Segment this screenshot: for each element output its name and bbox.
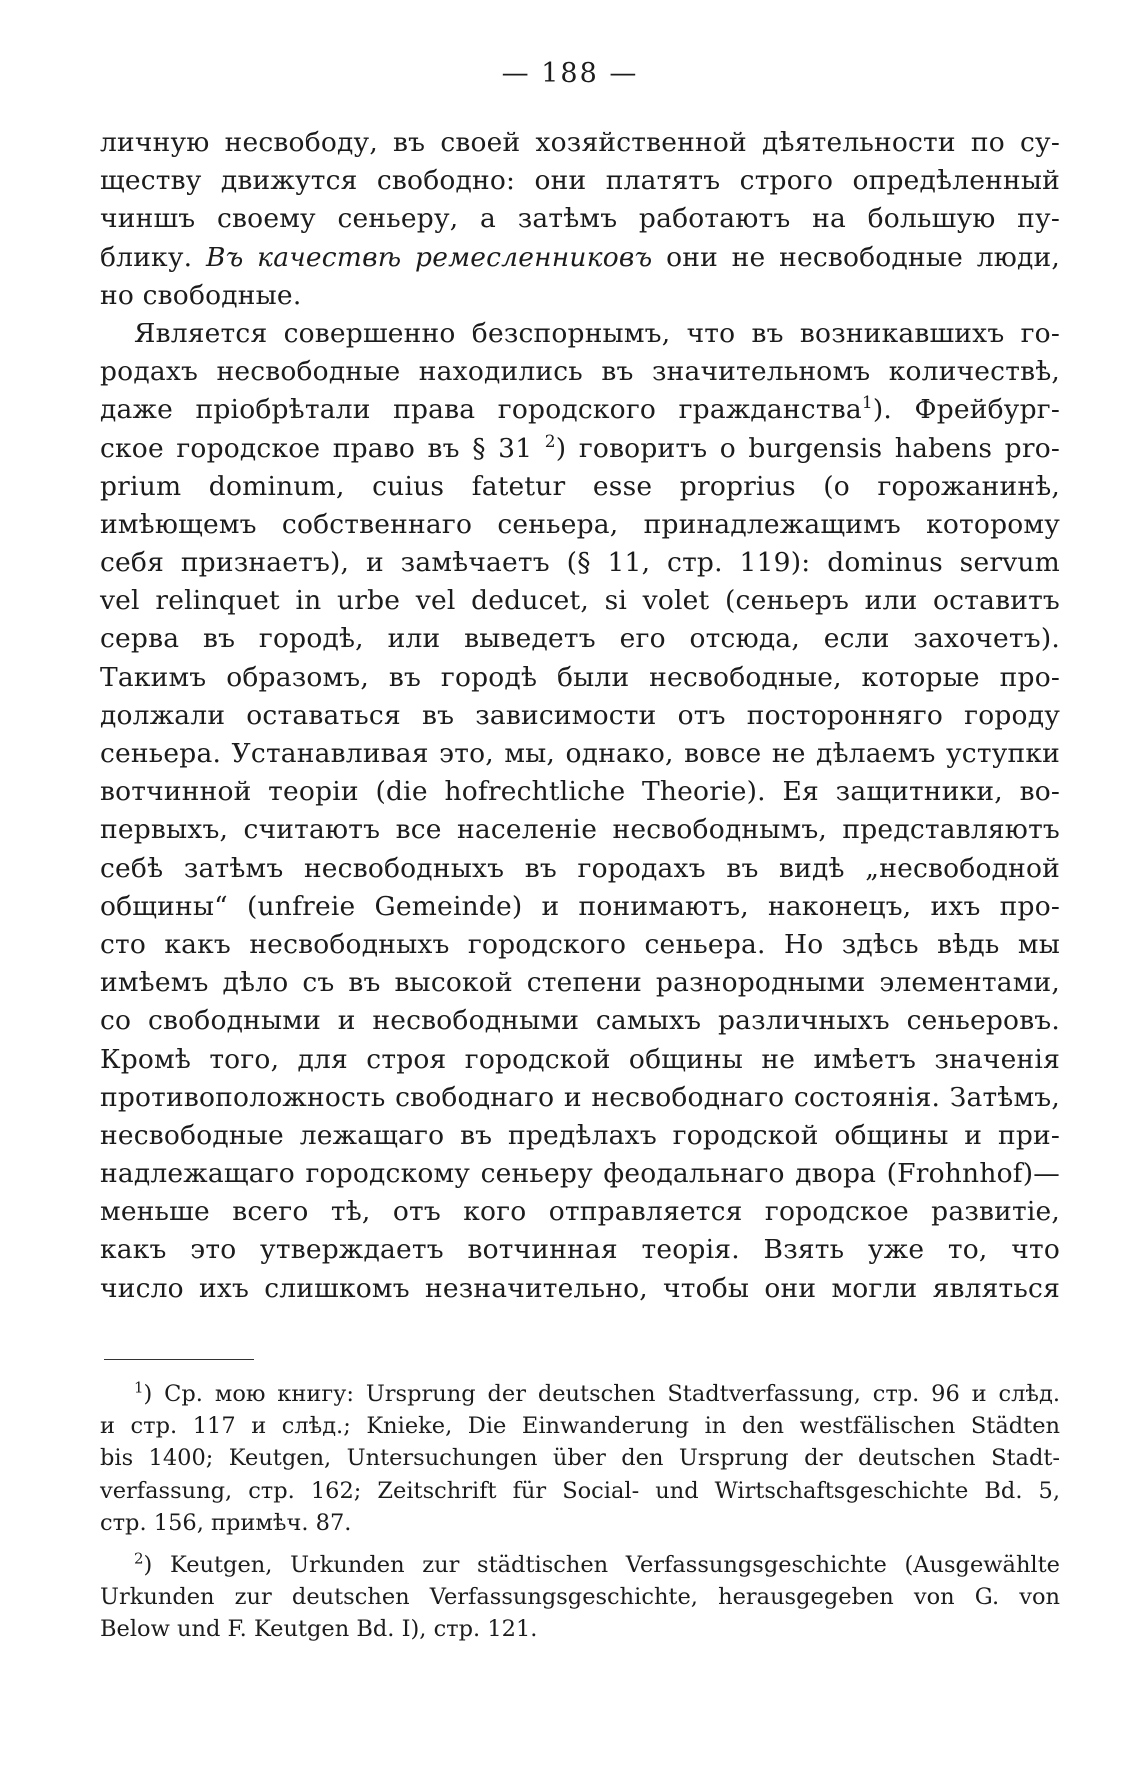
italic-phrase: Въ качествѣ ремесленниковъ	[205, 241, 653, 273]
footnote-line: стр. 156, примѣч. 87.	[100, 1509, 352, 1536]
footnote-2	[100, 1549, 1060, 1581]
footnote-line: Below und F. Keutgen Bd. I), стр. 121.	[100, 1616, 538, 1643]
text-line: должали оставаться въ зависимости отъ посторонняго городу	[100, 699, 1060, 731]
footnote-line: verfassung, стр. 162; Zeitschrift für Social- und Wirtschaftsgeschichte Bd. 5,	[100, 1477, 1060, 1504]
text-line: чиншъ своему сеньеру, а затѣмъ работаютъ на большую пу-	[100, 203, 1060, 235]
text-line: но свободные.	[100, 279, 302, 311]
footnote-text: ) Keutgen, Urkunden zur städtischen Verfassungsgeschichte (Ausgewählte	[143, 1551, 1060, 1578]
text-line: какъ это утверждаетъ вотчинная теорія. Взять уже то, что	[100, 1234, 1060, 1266]
text-line	[100, 391, 1060, 429]
text-line: противоположность свободнаго и несвободнаго состоянія. Затѣмъ,	[100, 1081, 1060, 1113]
footnote-text: ) Ср. мою книгу: Ursprung der deutschen Stadtverfassung, стр. 96 и слѣд.	[143, 1381, 1060, 1407]
text-line: надлежащаго городскому сеньеру феодальнаго двора (Frohnhof)—	[100, 1158, 1060, 1190]
text-line: меньше всего тѣ, отъ кого отправляется городское развитіе,	[100, 1196, 1060, 1228]
footnote-ref-2: 2	[544, 431, 556, 452]
text-line: личную несвободу, въ своей хозяйственной дѣятельности по су-	[100, 127, 1060, 158]
text-segment: ) говоритъ о burgensis habens pro-	[555, 432, 1061, 464]
text-segment: ). Фрейбург-	[872, 394, 1060, 426]
main-text	[100, 124, 1060, 1308]
paragraph-start: Является совершенно безспорнымъ, что въ возникавшихъ го-	[134, 317, 1060, 349]
text-line: число ихъ слишкомъ незначительно, чтобы они могли являться	[100, 1272, 1060, 1304]
text-line: ществу движутся свободно: они платятъ строго опредѣленный	[100, 165, 1060, 197]
footnote-1	[100, 1378, 1060, 1410]
text-segment: блику.	[100, 241, 193, 273]
text-line: со свободными и несвободными самыхъ различныхъ сеньеровъ.	[100, 1005, 1060, 1037]
footnote-mark-1: 1	[134, 1378, 144, 1397]
text-line: vel relinquet in urbe vel deducet, si volet (сеньеръ или оставитъ	[100, 585, 1060, 617]
text-line: общины“ (unfreie Gemeinde) и понимаютъ, наконецъ, ихъ про-	[100, 890, 1060, 922]
text-line: родахъ несвободные находились въ значительномъ количествѣ,	[100, 356, 1060, 388]
text-line: сеньера. Устанавливая это, мы, однако, вовсе не дѣлаемъ уступки	[100, 738, 1060, 769]
footnote-ref-1: 1	[861, 393, 873, 414]
text-line: первыхъ, считаютъ все населеніе несвободнымъ, представляютъ	[100, 814, 1060, 846]
footnote-line: bis 1400; Keutgen, Untersuchungen über den Ursprung der deutschen Stadt-	[100, 1445, 1060, 1472]
text-segment: они не несвободные люди,	[666, 241, 1061, 273]
text-line: имѣющемъ собственнаго сеньера, принадлежащимъ которому	[100, 508, 1060, 540]
text-line	[100, 239, 1060, 277]
footnote-line: и стр. 117 и слѣд.; Knieke, Die Einwanderung in den westfälischen Städten	[100, 1413, 1060, 1440]
text-segment: даже пріобрѣтали права городского гражданства	[100, 394, 862, 426]
text-line: несвободные лежащаго въ предѣлахъ городской общины и при-	[100, 1119, 1060, 1151]
text-line: сто какъ несвободныхъ городского сеньера. Но здѣсь вѣдь мы	[100, 928, 1060, 960]
text-line	[100, 430, 1060, 468]
text-line: вотчинной теоріи (die hofrechtliche Theorie). Ея защитники, во-	[100, 776, 1060, 808]
footnotes	[100, 1378, 1060, 1646]
text-line: себѣ затѣмъ несвободныхъ въ городахъ въ видѣ „несвободной	[100, 852, 1060, 884]
text-line: себя признаетъ), и замѣчаетъ (§ 11, стр. 119): dominus servum	[100, 547, 1060, 579]
footnote-mark-2: 2	[134, 1549, 144, 1568]
text-line: Такимъ образомъ, въ городѣ были несвободные, которые про-	[100, 661, 1060, 693]
text-segment: ское городское право въ § 31	[100, 432, 533, 464]
text-line: Кромѣ того, для строя городской общины не имѣетъ значенія	[100, 1043, 1060, 1075]
text-line: серва въ городѣ, или выведетъ его отсюда, если захочетъ).	[100, 623, 1060, 655]
text-line: prium dominum, cuius fatetur esse proprius (о горожанинѣ,	[100, 470, 1060, 502]
text-line: имѣемъ дѣло съ въ высокой степени разнородными элементами,	[100, 967, 1060, 999]
page-number: — 188 —	[501, 58, 639, 89]
footnote-line: Urkunden zur deutschen Verfassungsgeschichte, herausgegeben von G. von	[100, 1584, 1060, 1611]
footnote-divider	[104, 1359, 254, 1360]
